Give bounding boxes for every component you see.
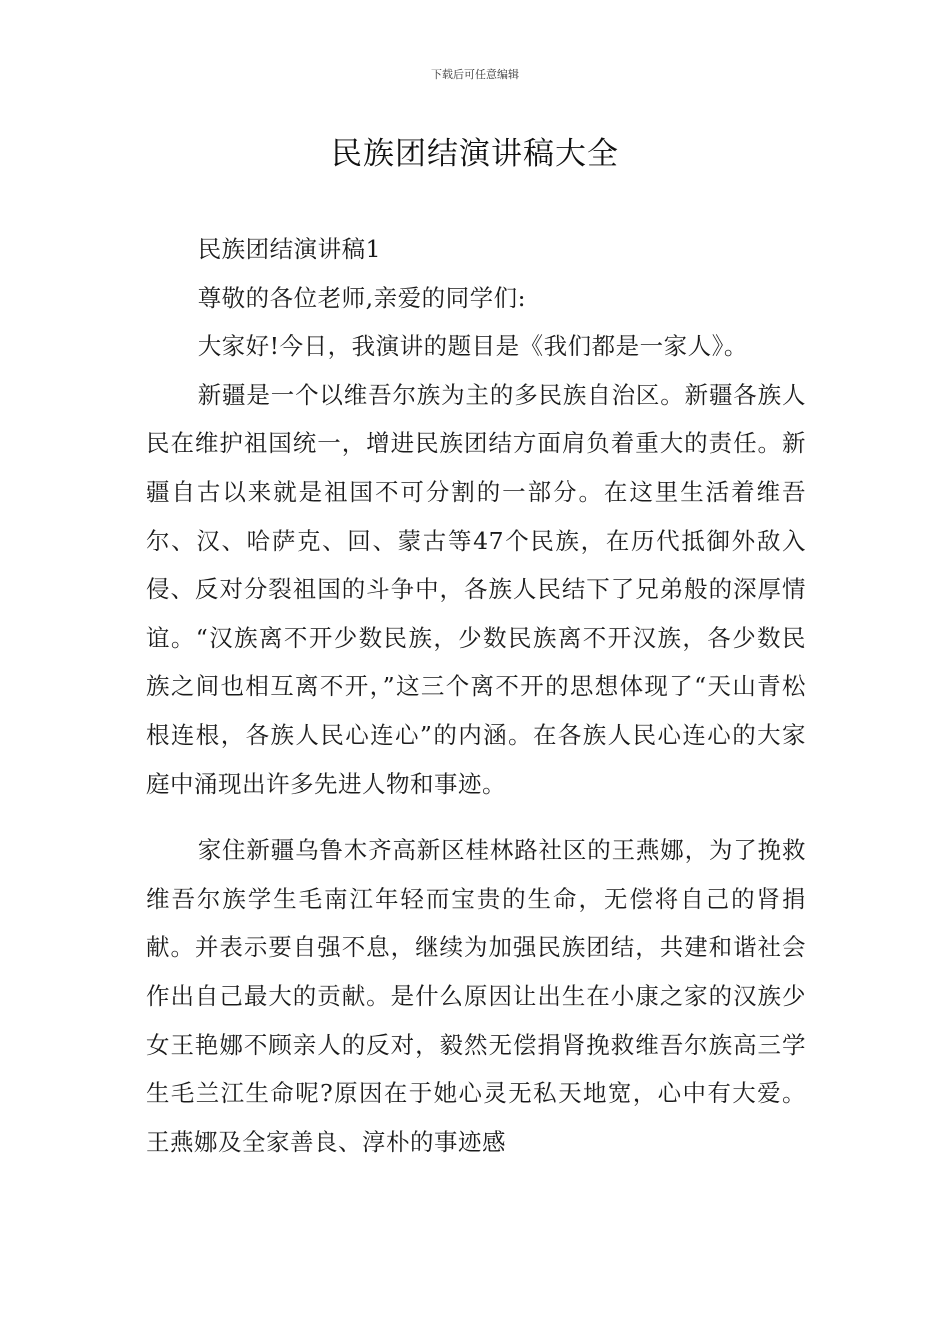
paragraph-xinjiang: 新疆是一个以维吾尔族为主的多民族自治区。新疆各族人民在维护祖国统一，增进民族团结方面肩负着重大的责任。新疆自古以来就是祖国不可分割的一部分。在这里生活着维吾尔、汉、哈萨克、回、蒙古等47个民族，在历代抵御外敌入侵、反对分裂祖国的斗争中，各族人民结下了兄弟般的深厚情谊。“汉族离不开少数民族，少数民族离不开汉族，各少数民族之间也相互离不开，”这三个离不开的思想体现了“天山青松根连根，各族人民心连心”的内涵。在各族人民心连心的大家庭中涌现出许多先进人物和事迹。	[146, 380, 806, 798]
document-title: 民族团结演讲稿大全	[331, 136, 619, 172]
paragraph-wang-yanna: 家住新疆乌鲁木齐高新区桂林路社区的王燕娜，为了挽救维吾尔族学生毛南江年轻而宝贵的生命，无偿将自己的肾捐献。并表示要自强不息，继续为加强民族团结，共建和谐社会作出自己最大的贡献。是什么原因让出生在小康之家的汉族少女王艳娜不顾亲人的反对，毅然无偿捐肾挽救维吾尔族高三学生毛兰江生命呢?原因在于她心灵无私天地宽，心中有大爱。王燕娜及全家善良、淳朴的事迹感	[146, 836, 806, 1156]
header-note: 下载后可任意编辑	[431, 68, 519, 81]
paragraph-greeting: 大家好!今日，我演讲的题目是《我们都是一家人》。	[197, 332, 748, 361]
document-body	[146, 225, 806, 1166]
paragraph-subtitle: 民族团结演讲稿1	[197, 235, 382, 263]
paragraph-salutation: 尊敬的各位老师,亲爱的同学们:	[197, 283, 527, 312]
